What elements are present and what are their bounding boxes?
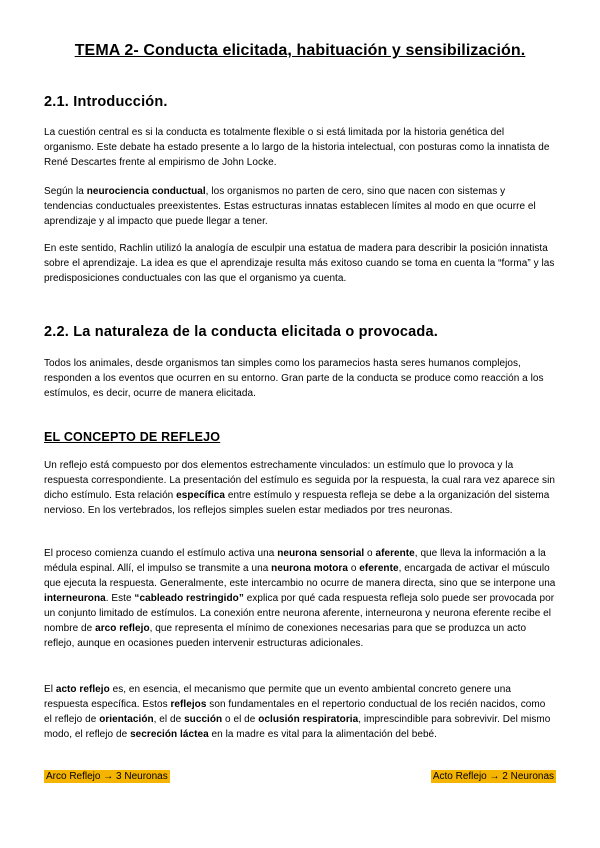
highlight-notes bbox=[44, 770, 556, 786]
reflex-paragraph-3: El acto reflejo es, en esencia, el mecanismo que permite que un evento ambiental concreto genere una respuesta específica. Estos reflejos son fundamentales en el repertorio conductual de los recién nacidos, como el reflejo de orientación, el de succión o el de oclusión respiratoria, imprescindible para sobrevivir. Del mismo modo, el reflejo de secreción láctea en la madre es vital para la alimentación del bebé. bbox=[44, 684, 551, 740]
section-heading-introduction: 2.1. Introducción. bbox=[44, 94, 168, 110]
intro-paragraph-1: La cuestión central es si la conducta es totalmente flexible o si está limitada por la historia genética del organismo. Este debate ha estado presente a lo largo de la historia intelectual, con posturas como la innatista de René Descartes frente al empirismo de John Locke. bbox=[44, 127, 550, 168]
intro-paragraph-3: En este sentido, Rachlin utilizó la analogía de esculpir una estatua de madera para describir la posición innatista sobre el aprendizaje. La idea es que el aprendizaje resulta más exitoso cuando se toma en cuenta la “forma” y las predisposiciones conductuales con las que el organismo ya cuenta. bbox=[44, 243, 555, 284]
nature-paragraph-1: Todos los animales, desde organismos tan simples como los paramecios hasta seres humanos complejos, responden a los eventos que ocurren en su entorno. Gran parte de la conducta se produce como reacción a los estímulos, es decir, ocurre de manera elicitada. bbox=[44, 358, 544, 399]
reflex-paragraph-2: El proceso comienza cuando el estímulo activa una neurona sensorial o aferente, que lleva la información a la médula espinal. Allí, el impulso se transmite a una neurona motora o eferente, encargada de activar el músculo que ejecuta la respuesta. Generalmente, este intercambio no ocurre de manera directa, sino que se interpone una interneurona. Este “cableado restringido” explica por qué cada respuesta refleja solo puede ser provocada por un conjunto limitado de estímulos. La conexión entre neurona aferente, interneurona y neurona eferente recibe el nombre de arco reflejo, que representa el mínimo de conexiones necesarias para que se produzca un acto reflejo, aunque en ocasiones pueden intervenir estructuras adicionales. bbox=[44, 548, 556, 649]
intro-paragraph-2: Según la neurociencia conductual, los organismos no parten de cero, sino que nacen con sistemas y tendencias conductuales preexistentes. Estas estructuras innatas establecen límites al modo en que ocurre el aprendizaje y al impacto que puede llegar a tener. bbox=[44, 186, 536, 227]
reflex-paragraph-1: Un reflejo está compuesto por dos elementos estrechamente vinculados: un estímulo que lo provoca y la respuesta correspondiente. La presentación del estímulo es seguida por la respuesta, la cual rara vez aparece sin dicho estímulo. Esta relación específica entre estímulo y respuesta refleja se debe a la organización del sistema nervioso. En los vertebrados, los reflejos simples suelen estar mediados por tres neuronas. bbox=[44, 460, 555, 516]
term-neurociencia-conductual: neurociencia conductual bbox=[86, 186, 206, 197]
section-heading-nature: 2.2. La naturaleza de la conducta elicitada o provocada. bbox=[44, 324, 438, 340]
highlight-arco-reflejo: Arco Reflejo → 3 Neuronas bbox=[46, 771, 168, 782]
subheading-reflex-concept: EL CONCEPTO DE REFLEJO bbox=[44, 430, 221, 444]
document-title: TEMA 2- Conducta elicitada, habituación y sensibilización. bbox=[74, 42, 526, 59]
highlight-acto-reflejo: Acto Reflejo → 2 Neuronas bbox=[432, 771, 554, 782]
